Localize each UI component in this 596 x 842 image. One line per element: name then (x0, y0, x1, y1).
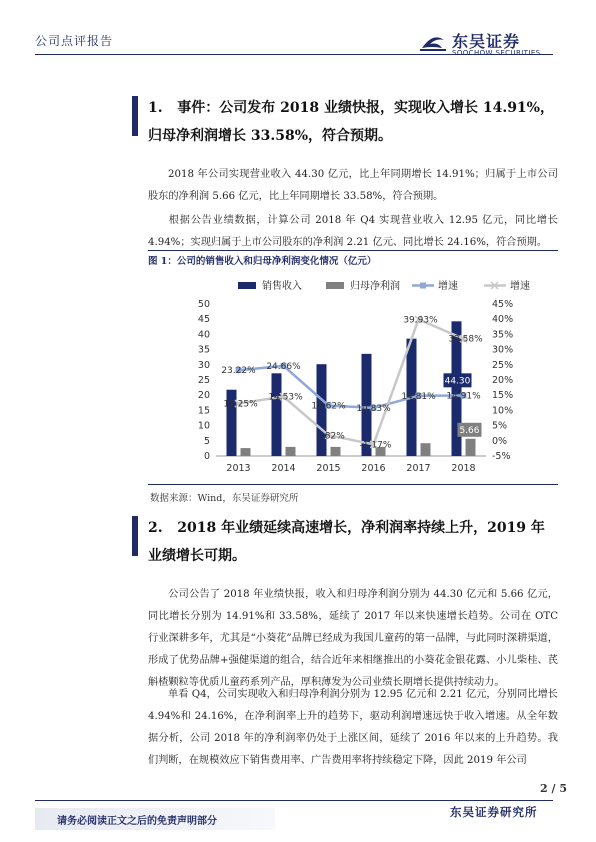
section-1-paragraph-1: 2018 年公司实现营业收入 44.30 亿元，比上年同期增长 14.91%；归属于上市公司股东的净利润 5.66 亿元，比上年同期增长 33.58%，符合预期。 (148, 169, 558, 202)
section-1-paragraph-2: 根据公告业绩数据，计算公司 2018 年 Q4 实现营业收入 12.95 亿元，同比增长 4.94%；实现归属于上市公司股东的净利润 2.21 亿元、同比增长 24.16%，符合预期。 (148, 215, 558, 248)
report-type: 公司点评报告 (35, 34, 114, 48)
revenue-growth-data-label: 24.66% (266, 361, 301, 372)
right-axis-tick-label: 30% (492, 344, 514, 356)
revenue-profit-chart (148, 272, 558, 482)
legend-label: 销售收入 (262, 281, 302, 292)
section-1-title (148, 94, 558, 150)
legend-label: 归母净利润 (350, 281, 400, 292)
profit-growth-data-label: 14.53% (268, 392, 303, 403)
profit-growth-data-label: 12.25% (223, 399, 258, 410)
footer-divider (35, 800, 553, 801)
left-axis-tick-label: 10 (197, 420, 210, 432)
left-axis-tick-label: 35 (197, 344, 210, 356)
revenue-growth-data-label: 11.62% (311, 401, 346, 412)
left-axis-tick-label: 50 (197, 299, 210, 310)
profit-bar (241, 448, 251, 456)
profit-growth-data-label: 1.82% (316, 431, 345, 442)
right-axis-tick-label: 15% (492, 390, 514, 402)
section-heading: 事件：公司发布 2018 业绩快报，实现收入增长 14.91%，归母净利润增长 33.58%，符合预期。 (148, 100, 554, 144)
left-axis-tick-label: 15 (197, 405, 210, 417)
left-axis-tick-label: 25 (197, 375, 210, 386)
right-axis-tick-label: 0% (492, 435, 508, 447)
profit-data-label: 5.66 (459, 425, 480, 436)
x-axis-tick-label: 2015 (316, 463, 341, 474)
left-axis-tick-label: 0 (203, 451, 210, 462)
revenue-growth-data-label: 14.81% (401, 391, 436, 402)
revenue-bar (272, 373, 282, 456)
legend-label: 增速 (510, 281, 530, 292)
right-axis-tick-label: 5% (492, 420, 508, 432)
section-2-paragraph-1: 公司公告了 2018 年业绩快报，收入和归母净利润分别为 44.30 亿元和 5.66 亿元，同比增长分别为 14.91%和 33.58%，延续了 2017 年以来快速增长趋势。公司在 OTC 行业深耕多年，尤其是“小葵花”品牌已经成为我国儿童药的第一品牌，与此同时深耕渠道，形成了优势品牌+强健渠道的组合，结合近年来相继推出的小葵花金银花露、小儿柴桂、芪斛楂颗粒等优质儿童药系列产品，厚积薄发为公司业绩长期增长提供持续动力。 (148, 589, 558, 688)
figure-title: 图 1：公司的销售收入和归母净利润变化情况（亿元） (148, 250, 558, 267)
right-axis-tick-label: 20% (492, 375, 514, 386)
revenue-growth-data-label: 14.91% (446, 391, 481, 402)
left-axis-tick-label: 45 (197, 314, 210, 326)
logo-text: 东吴证券 (452, 32, 521, 51)
left-axis-tick-label: 20 (197, 390, 210, 402)
revenue-data-label: 44.30 (444, 376, 471, 387)
section-number: 2. (148, 520, 163, 536)
profit-bar (286, 447, 296, 456)
right-axis-tick-label: -5% (492, 451, 511, 462)
profit-bar (421, 443, 431, 456)
profit-bar (466, 439, 476, 456)
right-axis-tick-label: 25% (492, 359, 514, 371)
company-logo-icon (418, 30, 448, 56)
profit-growth-data-label: 39.93% (403, 315, 438, 326)
x-axis-tick-label: 2017 (406, 463, 431, 474)
x-axis-tick-label: 2014 (271, 463, 296, 474)
section-2-paragraph-2: 单看 Q4，公司实现收入和归母净利润分别为 12.95 亿元和 2.21 亿元，分别同比增长 4.94%和 24.16%，在净利润率上升的趋势下，驱动利润增速远快于收入增速。从全年数据分析，公司 2018 年的净利润率仍处于上涨区间，延续了 2016 年以来的上升趋势。我们判断，在规模效应下销售费用率、广告费用率将持续稳定下降，因此 2019 年公司 (148, 689, 558, 766)
section-marker (132, 96, 138, 136)
x-axis-tick-label: 2016 (361, 463, 386, 474)
section-2-title (148, 514, 558, 570)
revenue-growth-data-label: 10.83% (356, 403, 391, 414)
left-axis-tick-label: 5 (203, 435, 210, 447)
legend-swatch (238, 282, 256, 289)
legend-label: 增速 (438, 281, 458, 292)
disclaimer-text: 请务必阅读正文之后的免责声明部分 (57, 816, 217, 827)
left-axis-tick-label: 30 (197, 359, 210, 371)
section-marker (132, 516, 138, 556)
right-axis-tick-label: 35% (492, 329, 514, 341)
right-axis-tick-label: 45% (492, 299, 514, 310)
left-axis-tick-label: 40 (197, 329, 210, 341)
profit-growth-data-label: -1.17% (359, 440, 392, 451)
x-axis-tick-label: 2018 (451, 463, 476, 474)
page-number: 2 / 5 (540, 782, 567, 795)
right-axis-tick-label: 40% (492, 314, 514, 326)
x-axis-tick-label: 2013 (226, 463, 251, 474)
logo-subtext: SOOCHOW SECURITIES (452, 49, 541, 57)
figure-divider (148, 484, 558, 485)
legend-swatch (326, 282, 344, 289)
profit-growth-data-label: 33.58% (448, 334, 483, 345)
right-axis-tick-label: 10% (492, 405, 514, 417)
figure-source: 数据来源：Wind，东吴证券研究所 (150, 493, 299, 504)
institute-name: 东吴证券研究所 (450, 805, 538, 819)
revenue-growth-data-label: 23.22% (221, 366, 256, 377)
section-number: 1. (148, 100, 163, 116)
legend-marker (420, 283, 426, 289)
section-heading: 2018 年业绩延续高速增长，净利润率持续上升，2019 年业绩增长可期。 (148, 520, 545, 564)
profit-bar (331, 447, 341, 456)
disclaimer-banner (35, 808, 275, 830)
